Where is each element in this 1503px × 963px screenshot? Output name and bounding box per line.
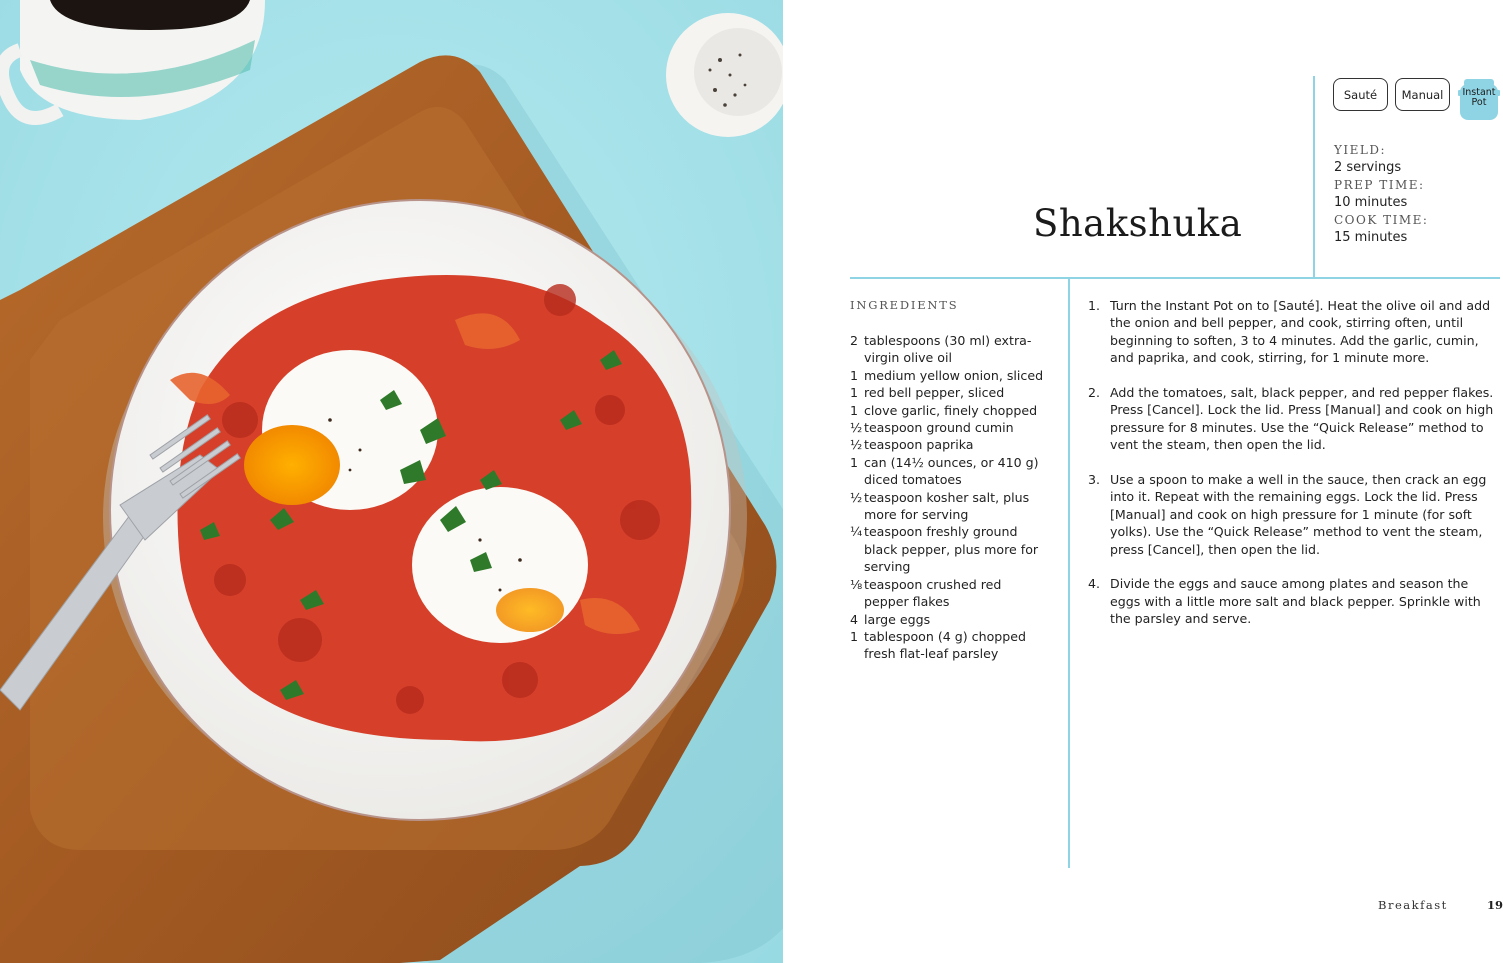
instant-pot-label: Instant Pot <box>1462 87 1496 108</box>
ingredient-text: large eggs <box>864 611 931 627</box>
divider-vertical-top <box>1313 76 1315 277</box>
program-badge-manual <box>1395 78 1450 111</box>
ingredient-qty: ½ <box>850 489 863 505</box>
ingredient-qty: 1 <box>850 628 859 644</box>
step-text: Divide the eggs and sauce among plates and season the eggs with a little more salt and black pepper. Sprinkle with the parsley and serve. <box>1110 576 1481 627</box>
section-name: Breakfast <box>1378 898 1448 912</box>
ingredient-text: red bell pepper, sliced <box>864 385 1005 401</box>
ingredient-qty: 1 <box>850 367 859 383</box>
tomato-sauce <box>178 275 692 741</box>
ingredient-item <box>850 576 1050 611</box>
yield-label: YIELD: <box>1334 143 1387 157</box>
ingredient-item <box>850 384 1050 401</box>
ingredient-item <box>850 436 1050 453</box>
ingredient-qty: ½ <box>850 437 863 453</box>
ingredient-item <box>850 332 1050 367</box>
ingredient-qty: 1 <box>850 402 859 418</box>
step-text: Turn the Instant Pot on to [Sauté]. Heat the olive oil and add the onion and bell pepper, and cook, stirring often, until beginning to soften, 3 to 4 minutes. Add the garlic, cumin, and paprika, and cook, stirring, for 1 minute more. <box>1110 298 1491 366</box>
ingredient-text: tablespoon (4 g) chopped fresh flat-leaf parsley <box>864 628 1027 662</box>
ingredient-item <box>850 489 1050 524</box>
ingredient-item <box>850 523 1050 575</box>
step-number: 2. <box>1088 385 1101 401</box>
instruction-step <box>1088 471 1500 558</box>
cook-time-value: 15 minutes <box>1334 230 1408 246</box>
ingredient-text: teaspoon crushed red pepper flakes <box>864 576 1002 610</box>
step-number: 1. <box>1088 298 1101 313</box>
ingredient-qty: 1 <box>850 454 859 470</box>
ingredient-item <box>850 611 1050 628</box>
prep-time-value: 10 minutes <box>1334 195 1408 211</box>
step-text: Add the tomatoes, salt, black pepper, and red pepper flakes. Press [Cancel]. Lock the lid. Press [Manual] and cook on high pressure for 8 minutes. Use the “Quick Release” method to vent the steam, then open the lid. <box>1110 385 1494 453</box>
ingredient-qty: ⅛ <box>850 576 863 592</box>
instructions-list <box>1088 297 1500 645</box>
recipe-page <box>783 0 1503 963</box>
ingredient-text: teaspoon paprika <box>864 437 974 453</box>
ingredient-qty: 4 <box>850 611 859 627</box>
step-number: 4. <box>1088 576 1101 592</box>
instruction-step <box>1088 575 1500 627</box>
program-badge-saute <box>1333 78 1388 111</box>
ingredient-item <box>850 454 1050 489</box>
program-badge-label: Sauté <box>1343 87 1378 102</box>
recipe-meta <box>1334 142 1428 246</box>
ingredient-text: teaspoon freshly ground black pepper, plus more for serving <box>864 524 1039 575</box>
cook-time-label: COOK TIME: <box>1334 212 1429 227</box>
ingredients-heading: INGREDIENTS <box>850 298 959 312</box>
step-text: Use a spoon to make a well in the sauce, then crack an egg into it. Repeat with the remaining eggs. Lock the lid. Press [Manual] and cook on high pressure for 1 minute (for soft yolks). Use the “Quick Release” method to vent the steam, press [Cancel], then open the lid. <box>1110 472 1487 557</box>
ingredient-item <box>850 419 1050 436</box>
yield-value: 2 servings <box>1334 160 1402 176</box>
ingredient-qty: 1 <box>850 385 859 401</box>
step-number: 3. <box>1088 472 1101 488</box>
ingredient-text: teaspoon kosher salt, plus more for serving <box>864 489 1030 523</box>
instruction-step <box>1088 384 1500 454</box>
program-badge-label: Manual <box>1401 87 1444 102</box>
instant-pot-icon <box>1458 78 1500 122</box>
ingredient-qty: ½ <box>850 420 863 436</box>
ingredient-text: clove garlic, finely chopped <box>864 402 1038 418</box>
ingredient-qty: 2 <box>850 333 859 348</box>
divider-vertical-body <box>1068 278 1070 868</box>
prep-time-label: PREP TIME: <box>1334 177 1425 192</box>
ingredient-text: tablespoons (30 ml) extra-virgin olive oil <box>864 333 1032 366</box>
ingredient-item <box>850 402 1050 419</box>
recipe-title: Shakshuka <box>1033 202 1243 245</box>
ingredient-text: teaspoon ground cumin <box>864 420 1014 436</box>
divider-horizontal <box>850 277 1500 279</box>
instruction-step <box>1088 297 1500 367</box>
ingredients-list <box>850 332 1050 663</box>
ingredient-text: medium yellow onion, sliced <box>864 367 1044 383</box>
ingredient-item <box>850 367 1050 384</box>
ingredient-qty: ¼ <box>850 524 863 540</box>
page-number: 19 <box>1487 898 1503 912</box>
ingredient-item <box>850 628 1050 663</box>
ingredient-text: can (14½ ounces, or 410 g) diced tomatoes <box>864 454 1039 488</box>
